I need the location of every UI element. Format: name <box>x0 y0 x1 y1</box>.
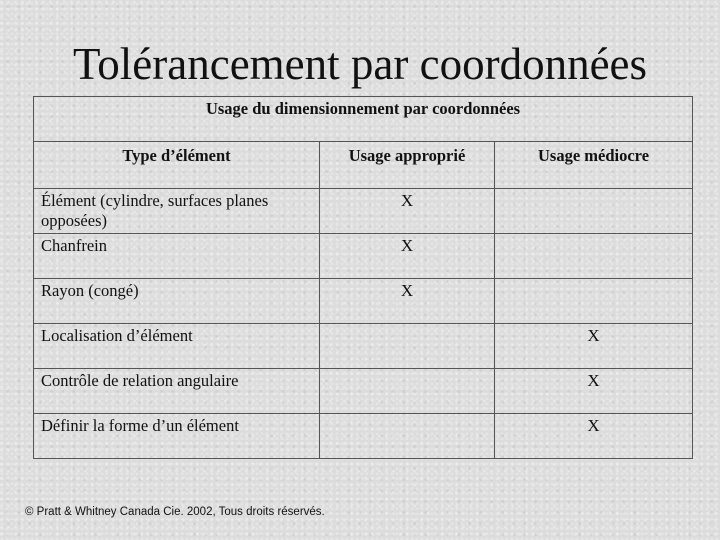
table-row <box>34 234 693 279</box>
table-header-row <box>34 142 693 189</box>
appropriate-mark <box>320 369 495 414</box>
coordinate-dimensioning-table <box>33 96 693 459</box>
column-header-appropriate: Usage approprié <box>320 142 495 189</box>
slide-title: Tolérancement par coordonnées <box>72 39 648 89</box>
table-row <box>34 324 693 369</box>
poor-mark <box>495 189 693 234</box>
poor-mark <box>495 234 693 279</box>
table-caption-row <box>34 97 693 142</box>
element-type-cell: Chanfrein <box>34 234 320 279</box>
table-caption: Usage du dimensionnement par coordonnées <box>34 97 693 142</box>
copyright-notice: © Pratt & Whitney Canada Cie. 2002, Tous droits réservés. <box>25 506 325 518</box>
appropriate-mark <box>320 324 495 369</box>
poor-mark: X <box>495 369 693 414</box>
table-row <box>34 189 693 234</box>
table-row <box>34 414 693 459</box>
poor-mark: X <box>495 324 693 369</box>
element-type-cell: Élément (cylindre, surfaces planes opposées) <box>34 189 320 234</box>
table-row <box>34 279 693 324</box>
appropriate-mark: X <box>320 279 495 324</box>
poor-mark <box>495 279 693 324</box>
appropriate-mark <box>320 414 495 459</box>
element-type-cell: Définir la forme d’un élément <box>34 414 320 459</box>
appropriate-mark: X <box>320 234 495 279</box>
table-row <box>34 369 693 414</box>
poor-mark: X <box>495 414 693 459</box>
column-header-type: Type d’élément <box>34 142 320 189</box>
element-type-cell: Contrôle de relation angulaire <box>34 369 320 414</box>
element-type-cell: Localisation d’élément <box>34 324 320 369</box>
element-type-cell: Rayon (congé) <box>34 279 320 324</box>
column-header-poor: Usage médiocre <box>495 142 693 189</box>
appropriate-mark: X <box>320 189 495 234</box>
